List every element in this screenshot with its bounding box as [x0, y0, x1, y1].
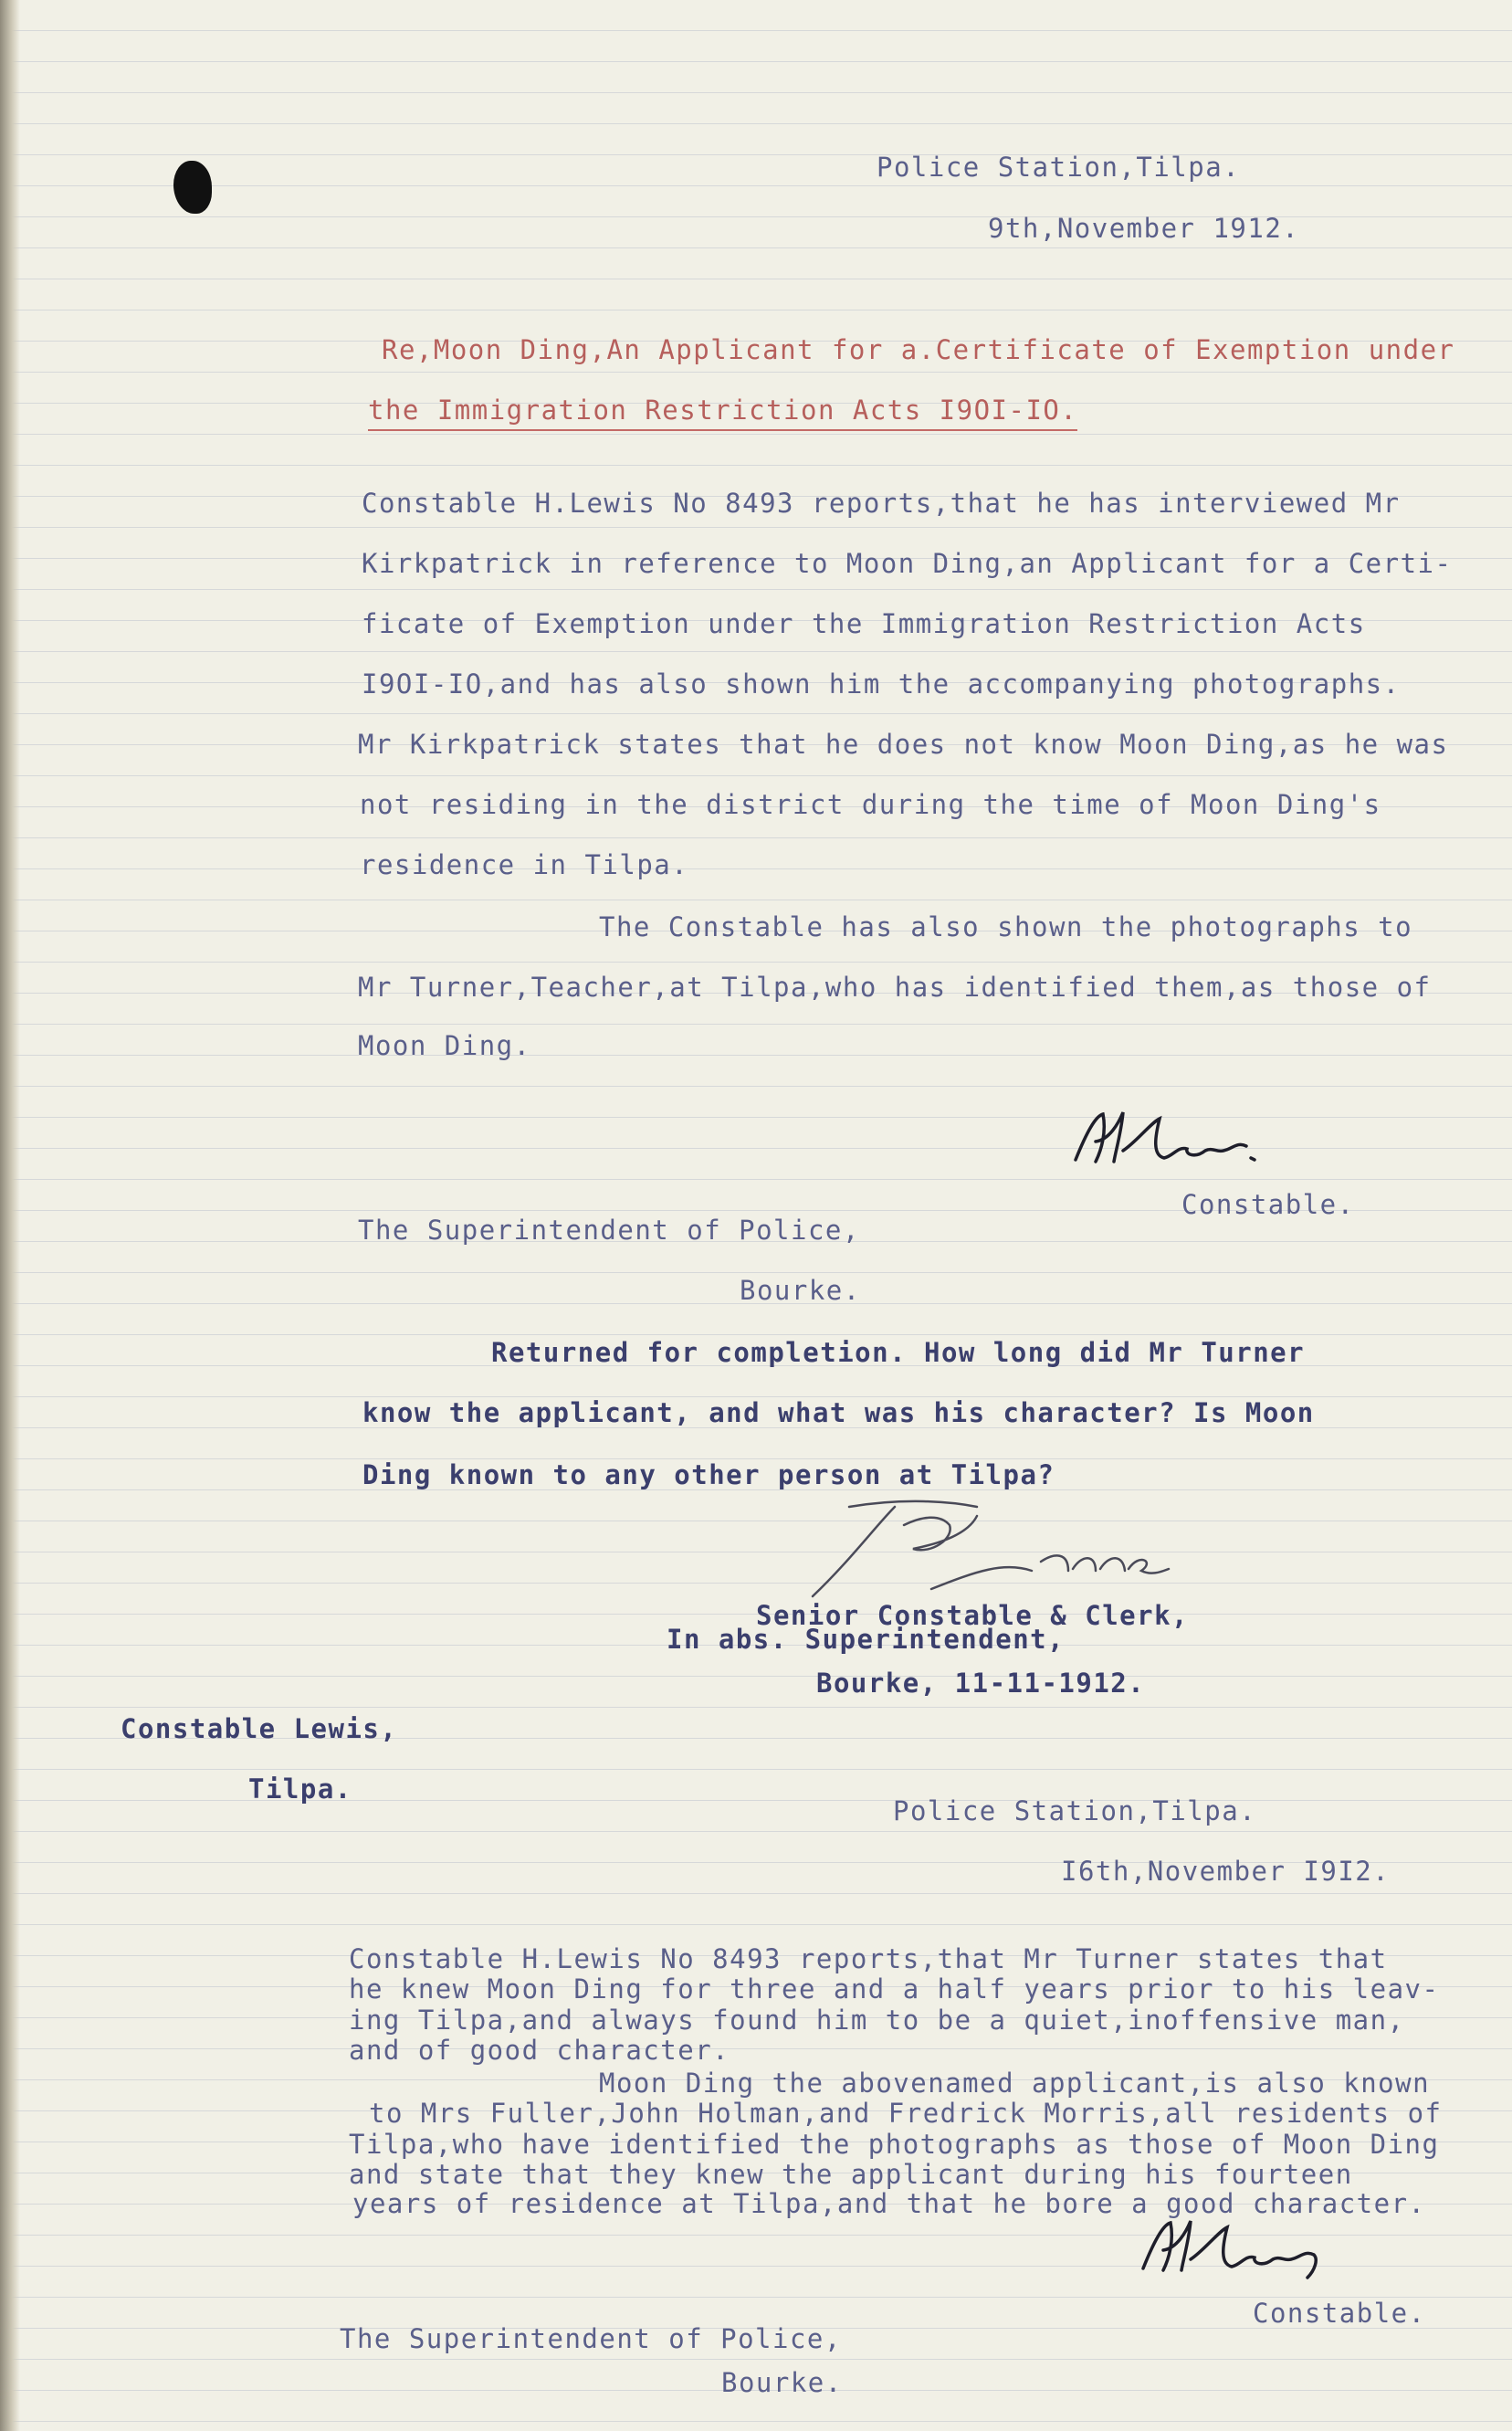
body-line: Mr Turner,Teacher,at Tilpa,who has identified them,as those of	[358, 972, 1432, 1003]
station-heading: Police Station,Tilpa.	[877, 152, 1241, 183]
body-line: Kirkpatrick in reference to Moon Ding,an Applicant for a Certi-	[362, 548, 1453, 579]
subject-line-1: Re,Moon Ding,An Applicant for a.Certificate of Exemption under	[382, 334, 1455, 365]
letter2-date: I6th,November I9I2.	[1061, 1856, 1391, 1887]
subject-line-2: the Immigration Restriction Acts I9OI-IO.	[368, 395, 1077, 431]
body-line: not residing in the district during the time of Moon Ding's	[360, 789, 1381, 820]
body-line: to Mrs Fuller,John Holman,and Fredrick Morris,all residents of	[369, 2098, 1443, 2129]
body-line: ficate of Exemption under the Immigration Restriction Acts	[362, 608, 1366, 639]
signer-title: Constable.	[1181, 1189, 1355, 1220]
body-line: residence in Tilpa.	[360, 849, 689, 880]
signature-lewis-2	[1136, 2214, 1355, 2287]
addressee-line-1: The Superintendent of Police,	[358, 1215, 860, 1246]
body-line: he knew Moon Ding for three and a half years prior to his leav-	[349, 1973, 1440, 2005]
minute-to-line-2: Tilpa.	[248, 1773, 352, 1805]
letter-date: 9th,November 1912.	[988, 213, 1300, 244]
body-line: Moon Ding the abovenamed applicant,is also known	[599, 2068, 1431, 2099]
body-line: Tilpa,who have identified the photographs as those of Moon Ding	[349, 2129, 1440, 2160]
body-line: Moon Ding.	[358, 1030, 531, 1061]
minute-signer-line-3: Bourke, 11-11-1912.	[816, 1668, 1146, 1699]
minute-line-1: Returned for completion. How long did Mr Turner	[491, 1337, 1306, 1368]
signature-lewis-1	[1068, 1105, 1287, 1178]
minute-signer-line-1: Senior Constable & Clerk,	[756, 1600, 1189, 1631]
body-line: ing Tilpa,and always found him to be a quiet,inoffensive man,	[349, 2005, 1405, 2036]
punch-hole	[173, 161, 212, 214]
station-heading-2: Police Station,Tilpa.	[893, 1795, 1257, 1826]
body-line: Constable H.Lewis No 8493 reports,that Mr Turner states that	[349, 1943, 1388, 1974]
body-line: Constable H.Lewis No 8493 reports,that he has interviewed Mr	[362, 488, 1401, 519]
signature-dunne	[794, 1489, 1178, 1607]
addressee2-line-1: The Superintendent of Police,	[340, 2323, 842, 2354]
body-line: years of residence at Tilpa,and that he bore a good character.	[352, 2188, 1426, 2219]
body-line: I9OI-IO,and has also shown him the accompanying photographs.	[362, 668, 1401, 700]
addressee-line-2: Bourke.	[740, 1275, 861, 1306]
minute-line-2: know the applicant, and what was his character? Is Moon	[362, 1397, 1315, 1428]
body-line: Mr Kirkpatrick states that he does not know Moon Ding,as he was	[358, 729, 1449, 760]
minute-to-line-1: Constable Lewis,	[121, 1713, 398, 1744]
body-line: and of good character.	[349, 2035, 730, 2066]
body-line: and state that they knew the applicant during his fourteen	[349, 2159, 1353, 2190]
addressee2-line-2: Bourke.	[721, 2367, 843, 2398]
signer-title-2: Constable.	[1253, 2298, 1426, 2329]
minute-line-3: Ding known to any other person at Tilpa?	[362, 1459, 1055, 1490]
body-line: The Constable has also shown the photographs to	[599, 911, 1413, 942]
minute-signer-line-2: In abs. Superintendent,	[667, 1624, 1066, 1655]
